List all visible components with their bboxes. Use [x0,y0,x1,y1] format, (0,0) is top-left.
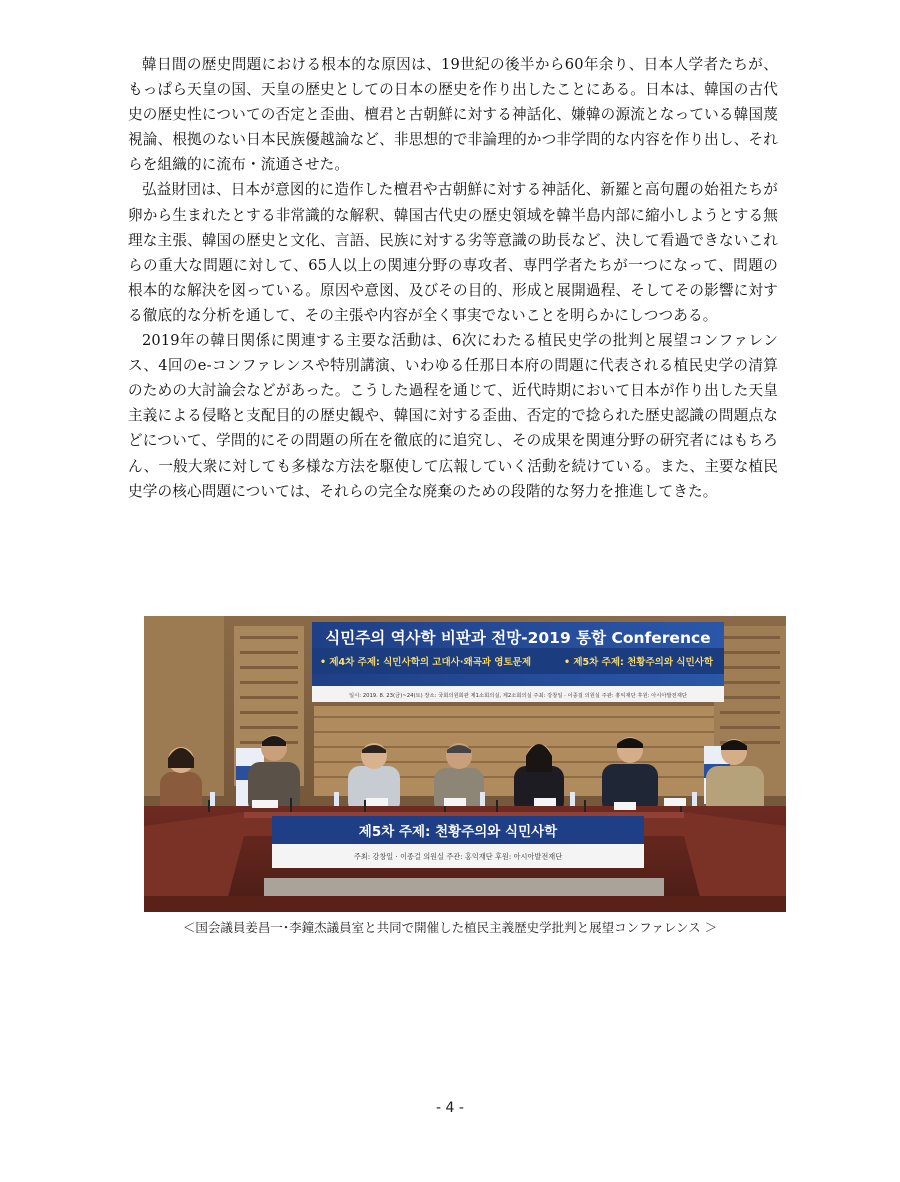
banner-info: 일시: 2019. 8. 23(금)~24(토) 장소: 국회의원회관 제1소회의실, 제2소회의실 주최: 강창일 · 이종걸 의원실 주관: 홍익재단 후원: 아시아발전재단 [349,693,687,699]
banner-subtitle-right: • 제5차 주제: 천황주의와 식민사학 [564,657,714,668]
page-number: - 4 - [436,1100,464,1116]
photo-caption: ＜国会議員姜昌一･李鐘杰議員室と共同で開催した植民主義歴史学批判と展望コンファレンス ＞ [182,920,718,935]
table-sign-title: 제5차 주제: 천황주의와 식민사학 [358,824,558,840]
banner-subtitle-left: • 제4차 주제: 식민사학의 고대사·왜곡과 영토문제 [320,657,531,668]
banner-title: 식민주의 역사학 비판과 전망-2019 통합 Conference [325,629,711,647]
body-text [128,52,778,504]
conference-banner [312,622,724,702]
paragraph-2: 弘益財団は、日本が意図的に造作した檀君や古朝鮮に対する神話化、新羅と高句麗の始祖たちが卵から生まれたとする非常識的な解釈、韓国古代史の歴史領域を韓半島内部に縮小しようとする無理な主張、韓国の歴史と文化、言語、民族に対する劣等意識の助長など、決して看過できないこれらの重大な問題に対して、65人以上の関連分野の専攻者、専門学者たちが一つになって、問題の根本的な解決を図っている。原因や意図、及びその目的、形成と展開過程、そしてその影響に対する徹底的な分析を通して、その主張や内容が全く事実でないことを明らかにしつつある。 [128,181,778,324]
paragraph-3: 2019年の韓日関係に関連する主要な活動は、6次にわたる植民史学の批判と展望コンファレンス、4回のe-コンファレンスや特別講演、いわゆる任那日本府の問題に代表される植民史学の清算のための大討論会などがあった。こうした過程を通じて、近代時期において日本が作り出した天皇主義による侵略と支配目的の歴史観や、韓国に対する歪曲、否定的で捻られた歴史認識の問題点などについて、学問的にその問題の所在を徹底的に追究し、その成果を関連分野の研究者にはもちろん、一般大衆に対しても多様な方法を駆使して広報していく活動を続けている。また、主要な植民史学の核心問題については、それらの完全な廃棄のための段階的な努力を推進してきた。 [128,332,778,500]
table-sign-subtitle: 주최: 강창일 · 이종걸 의원실 주관: 홍익재단 후원: 아시아발전재단 [353,852,563,861]
paragraph-1: 韓日間の歴史問題における根本的な原因は、19世紀の後半から60年余り、日本人学者たちが、もっぱら天皇の国、天皇の歴史としての日本の歴史を作り出したことにある。日本は、韓国の古代史の歴史性についての否定と歪曲、檀君と古朝鮮に対する神話化、嫌韓の源流となっている韓国蔑視論、根拠のない日本民族優越論など、非思想的で非論理的かつ非学問的な内容を作り出し、それらを組織的に流布・流通させた。 [128,56,778,174]
table-sign [272,816,644,868]
conference-photo [144,616,786,912]
